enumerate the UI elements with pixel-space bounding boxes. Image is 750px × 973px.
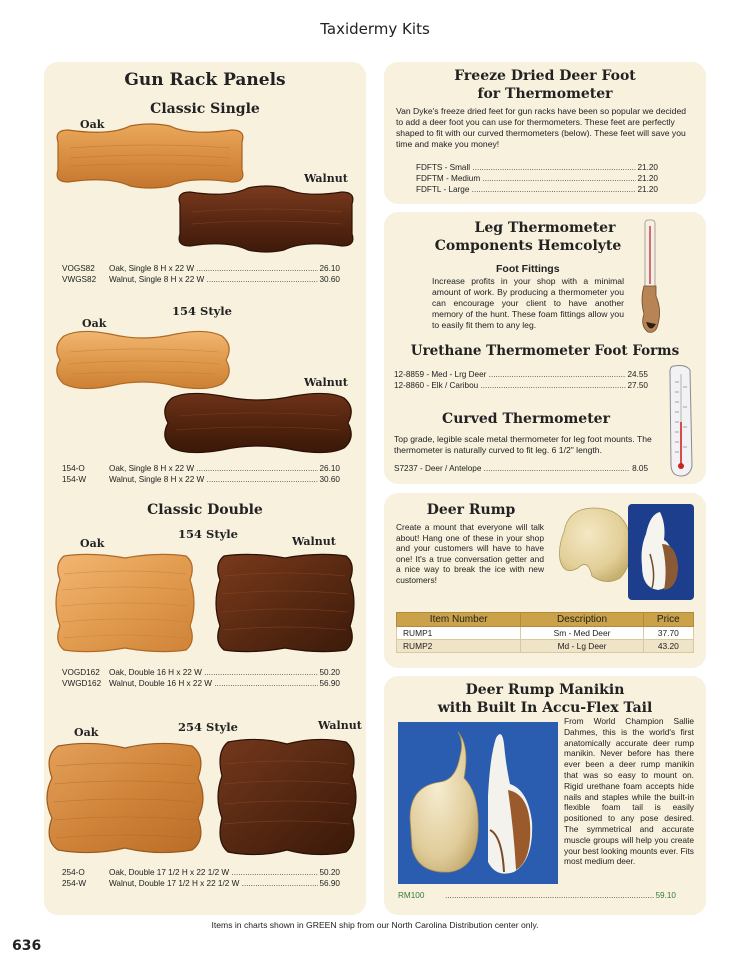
manikin-image <box>398 722 558 884</box>
style-154-items <box>62 463 340 485</box>
leg-thermo-title-1: Leg Thermometer <box>474 220 616 236</box>
style-254-walnut-label: Walnut <box>318 719 362 732</box>
classic-single-title: Classic Single <box>150 101 260 117</box>
list-item: 254-O Oak, Double 17 1/2 H x 22 1/2 W ..... 50.20 <box>62 867 340 878</box>
style-154-oak-image <box>50 326 236 394</box>
classic-single-walnut-image <box>172 184 360 254</box>
freeze-dried-body: Van Dyke's freeze dried feet for gun racks have been so popular we decided to add a deer foot you can use for thermometers. These feet are perfectly shaped to fit with our curved thermometers (below). These feet will save you time and make you money! <box>396 106 687 149</box>
manikin-body: From World Champion Sallie Dahmes, this is the world's first anatomically accurate deer rump manikin. Never before has there ever been a deer rump manikin that was so easy to mount on. Rigid urethane foam accepts hide nails and staples while the built-in flexible foam tail is easily positioned to any pose desired. The symmetrical and accurate muscle groups will help you create your best looking mounts ever. Fits most medium deer. <box>564 716 694 867</box>
list-item: VWGD162 Walnut, Double 16 H x 22 W ..... 56.90 <box>62 678 340 689</box>
curved-thermometer-items <box>394 463 648 474</box>
classic-double-walnut-image <box>212 550 358 656</box>
list-item: 154-O Oak, Single 8 H x 22 W ..... 26.10 <box>62 463 340 474</box>
deer-rump-table <box>396 612 694 653</box>
style-154-walnut-image <box>158 388 358 458</box>
list-item: FDFTS - Small ..... 21.20 <box>416 162 658 173</box>
style-154-oak-label: Oak <box>82 317 107 330</box>
classic-double-subtitle: 154 Style <box>178 527 238 541</box>
freeze-dried-items <box>416 162 658 195</box>
classic-single-items <box>62 263 340 285</box>
leg-thermo-title-2: Components Hemcolyte <box>434 238 622 254</box>
thermometer-leg-image <box>630 216 670 336</box>
table-header: Description <box>521 613 643 627</box>
list-item: 154-W Walnut, Single 8 H x 22 W ..... 30.60 <box>62 474 340 485</box>
list-item: VOGD162 Oak, Double 16 H x 22 W ..... 50.20 <box>62 667 340 678</box>
style-154-title: 154 Style <box>172 304 232 318</box>
style-254-oak-label: Oak <box>74 726 99 739</box>
deer-rump-title: Deer Rump <box>426 502 516 518</box>
curved-thermometer-body: Top grade, legible scale metal thermometer for leg foot mounts. The thermometer is naturally curved to fit leg. 6 1/2" length. <box>394 434 652 455</box>
gun-rack-title: Gun Rack Panels <box>124 70 286 90</box>
deer-rump-body: Create a mount that everyone will talk about! Hang one of these in your shop and your customers will have to have one! It's a true conversation getter and a nice way to break the ice with new customers! <box>396 522 544 585</box>
list-item: VWGS82 Walnut, Single 8 H x 22 W ..... 30.60 <box>62 274 340 285</box>
footer-note: Items in charts shown in GREEN ship from our North Carolina Distribution center only. <box>211 920 539 930</box>
list-item: RM100 ..... 59.10 <box>398 890 676 901</box>
curved-thermometer-image <box>664 362 698 480</box>
list-item: FDFTL - Large ..... 21.20 <box>416 184 658 195</box>
style-254-items <box>62 867 340 889</box>
urethane-items <box>394 369 648 391</box>
classic-single-oak-image <box>50 122 250 190</box>
table-header: Item Number <box>397 613 521 627</box>
urethane-title: Urethane Thermometer Foot Forms <box>410 343 680 359</box>
manikin-title-1: Deer Rump Manikin <box>465 682 625 698</box>
style-154-walnut-label: Walnut <box>304 376 348 389</box>
style-254-title: 254 Style <box>178 720 238 734</box>
curved-thermometer-title: Curved Thermometer <box>442 411 610 427</box>
classic-double-oak-label: Oak <box>80 537 105 550</box>
page-number: 636 <box>12 938 42 954</box>
style-254-oak-image <box>42 738 208 858</box>
list-item: S7237 - Deer / Antelope ..... 8.05 <box>394 463 648 474</box>
list-item: 12-8859 - Med - Lrg Deer ..... 24.55 <box>394 369 648 380</box>
freeze-dried-title-1: Freeze Dried Deer Foot <box>454 68 636 84</box>
list-item: 12-8860 - Elk / Caribou ..... 27.50 <box>394 380 648 391</box>
table-row: RUMP1 Sm - Med Deer 37.70 <box>397 627 694 640</box>
foot-fittings-body: Increase profits in your shop with a minimal amount of work. By producing a thermometer you can encourage your client to have another memory of the hunt. These foam fittings allow you to easily fit them to any leg. <box>432 276 624 330</box>
manikin-title-2: with Built In Accu-Flex Tail <box>437 700 653 716</box>
classic-double-title: Classic Double <box>147 502 263 518</box>
list-item: FDFTM - Medium ..... 21.20 <box>416 173 658 184</box>
table-header: Price <box>643 613 693 627</box>
classic-single-walnut-label: Walnut <box>304 172 348 185</box>
style-254-walnut-image <box>214 734 360 860</box>
deer-rump-foam-image <box>554 502 636 586</box>
list-item: VOGS82 Oak, Single 8 H x 22 W ..... 26.10 <box>62 263 340 274</box>
foot-fittings-title: Foot Fittings <box>496 263 560 275</box>
freeze-dried-title-2: for Thermometer <box>477 86 613 102</box>
list-item: 254-W Walnut, Double 17 1/2 H x 22 1/2 W ..... 56.90 <box>62 878 340 889</box>
classic-single-oak-label: Oak <box>80 118 105 131</box>
classic-double-items <box>62 667 340 689</box>
table-row: RUMP2 Md - Lg Deer 43.20 <box>397 640 694 653</box>
classic-double-oak-image <box>52 550 198 656</box>
classic-double-walnut-label: Walnut <box>292 535 336 548</box>
manikin-item <box>398 890 676 901</box>
page-header: Taxidermy Kits <box>320 20 430 38</box>
deer-rump-mount-image <box>628 504 694 600</box>
